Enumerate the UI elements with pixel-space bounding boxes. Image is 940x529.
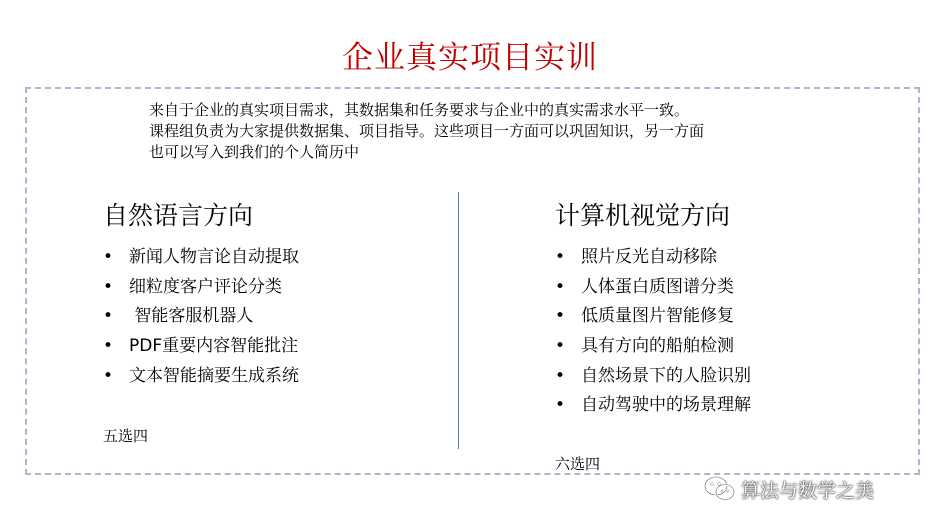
list-item — [103, 245, 299, 275]
list-item — [103, 304, 299, 334]
list-item — [103, 364, 299, 394]
list-item-label: 照片反光自动移除 — [581, 247, 717, 267]
list-item-label: 自动驾驶中的场景理解 — [581, 395, 751, 416]
cv-heading: 计算机视觉方向 — [555, 201, 731, 230]
bullet: • — [103, 306, 114, 327]
list-item-label: 人体蛋白质图谱分类 — [581, 276, 734, 297]
list-item — [555, 334, 751, 364]
column-divider — [458, 192, 459, 449]
list-item-label: 细粒度客户评论分类 — [129, 276, 282, 297]
list-item — [555, 275, 751, 305]
list-item-label: 具有方向的船舶检测 — [581, 336, 734, 357]
bullet: • — [555, 336, 566, 357]
page-title: 企业真实项目实训 — [342, 40, 598, 76]
bullet: • — [555, 247, 566, 267]
intro-text — [149, 100, 829, 163]
list-item-label: 文本智能摘要生成系统 — [129, 365, 299, 386]
list-item — [103, 334, 299, 364]
bullet: • — [103, 336, 114, 357]
watermark-text: 算法与数学之美 — [741, 479, 875, 502]
list-item-label: 自然场景下的人脸识别 — [581, 365, 751, 386]
list-item-label: PDF重要内容智能批注 — [129, 336, 299, 357]
bullet: • — [555, 395, 566, 416]
list-item-label: 新闻人物言论自动提取 — [129, 247, 299, 267]
list-item — [555, 364, 751, 394]
nlp-project-list — [103, 245, 299, 393]
watermark — [703, 473, 874, 505]
bullet: • — [103, 365, 114, 386]
intro-line-1: 来自于企业的真实项目需求，其数据集和任务要求与企业中的真实需求水平一致。 — [149, 101, 690, 119]
list-item-label: 低质量图片智能修复 — [581, 306, 734, 327]
list-item — [555, 393, 751, 423]
list-item — [555, 304, 751, 334]
bullet: • — [555, 276, 566, 297]
bullet: • — [555, 306, 566, 327]
cv-choice-note: 六选四 — [555, 455, 601, 473]
list-item — [555, 245, 751, 275]
cv-project-list — [555, 245, 751, 423]
intro-line-2: 课程组负责为大家提供数据集、项目指导。这些项目一方面可以巩固知识，另一方面 — [149, 122, 705, 140]
bullet: • — [103, 247, 114, 267]
nlp-choice-note: 五选四 — [103, 427, 149, 445]
bullet: • — [103, 276, 114, 297]
list-item-label: 智能客服机器人 — [129, 306, 254, 327]
wechat-icon — [703, 475, 737, 503]
intro-line-3: 也可以写入到我们的个人简历中 — [149, 143, 360, 161]
list-item — [103, 275, 299, 305]
bullet: • — [555, 365, 566, 386]
nlp-heading: 自然语言方向 — [103, 201, 254, 230]
